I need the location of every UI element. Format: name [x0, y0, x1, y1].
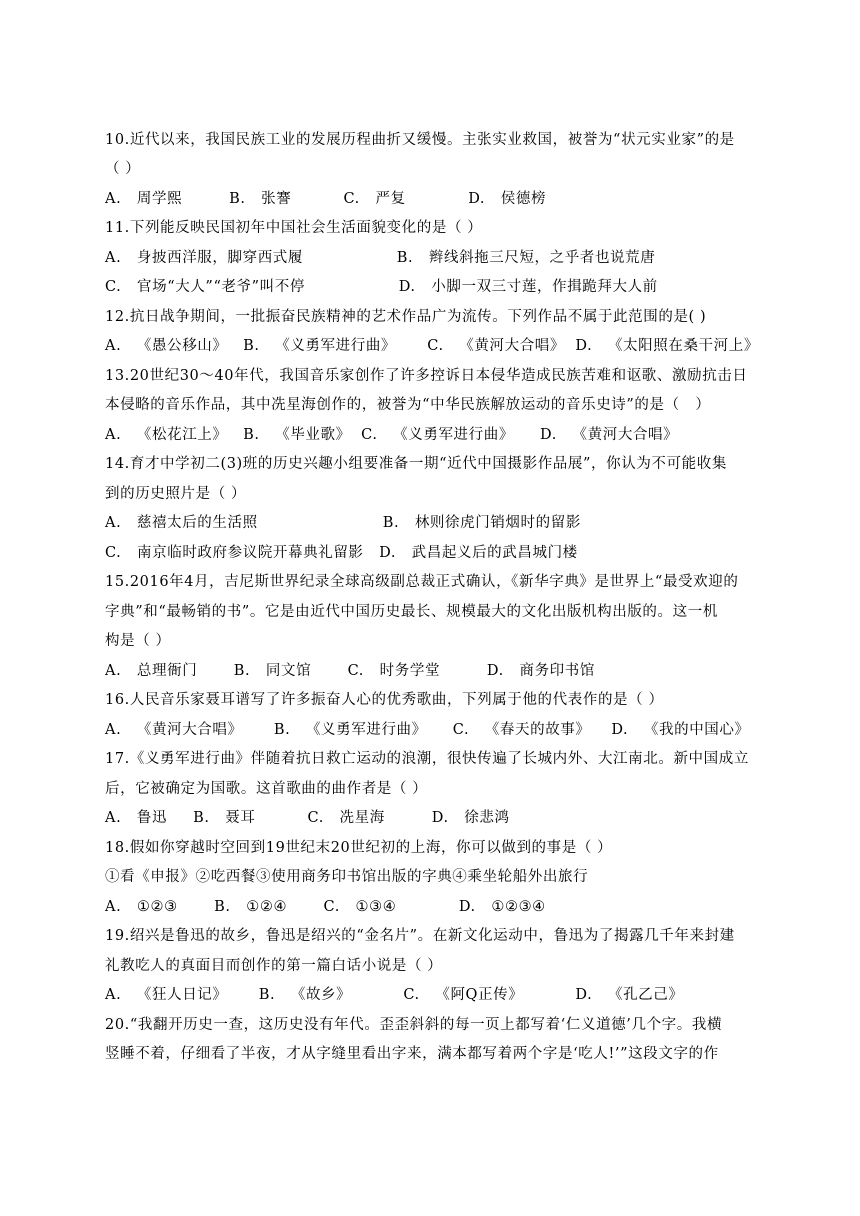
question-18-options: A. ①②③ B. ①②④ C. ①③④ D. ①②③④	[105, 899, 546, 915]
question-10-options: A. 周学熙 B. 张謇 C. 严复 D. 侯德榜	[105, 191, 547, 207]
question-11-options-cd: C. 官场“大人”“老爷”叫不停 D. 小脚一双三寸莲，作揖跪拜大人前	[105, 279, 658, 295]
question-18-items: ①看《申报》②吃西餐③使用商务印书馆出版的字典④乘坐轮船外出旅行	[105, 869, 589, 885]
question-12-options: A. 《愚公移山》 B. 《义勇军进行曲》 C. 《黄河大合唱》 D. 《太阳照在桑干河上》	[105, 338, 759, 354]
question-10-stem: 10.近代以来，我国民族工业的发展历程曲折又缓慢。主张实业救国，被誉为“状元实业家”的是	[105, 132, 735, 148]
question-15-stem-cont2: 构是（ ）	[105, 633, 171, 649]
question-16-stem: 16.人民音乐家聂耳谱写了许多振奋人心的优秀歌曲，下列属于他的代表作的是（ ）	[105, 692, 664, 708]
question-20-stem: 20.“我翻开历史一查，这历史没有年代。歪歪斜斜的每一页上都写着‘仁义道德’几个字。我横	[105, 1017, 723, 1033]
question-14-stem: 14.育才中学初二(3)班的历史兴趣小组要准备一期“近代中国摄影作品展”，你认为不可能收集	[105, 456, 727, 472]
question-14-stem-cont: 到的历史照片是（ ）	[105, 486, 247, 502]
question-11-options-ab: A. 身披西洋服，脚穿西式履 B. 辫线斜拖三尺短，之乎者也说荒唐	[105, 250, 656, 266]
question-19-stem: 19.绍兴是鲁迅的故乡，鲁迅是绍兴的“金名片”。在新文化运动中，鲁迅为了揭露几千年来封建	[105, 928, 735, 944]
question-17-stem: 17.《义勇军进行曲》伴随着抗日救亡运动的浪潮，很快传遍了长城内外、大江南北。新中国成立	[105, 751, 749, 767]
question-10-stem-cont: （ ）	[105, 161, 141, 177]
question-20-stem-cont: 竖睡不着，仔细看了半夜，才从字缝里看出字来，满本都写着两个字是‘吃人!’”这段文字的作	[105, 1046, 719, 1062]
question-17-options: A. 鲁迅 B. 聂耳 C. 冼星海 D. 徐悲鸿	[105, 810, 510, 826]
question-13-stem: 13.20世纪30～40年代，我国音乐家创作了许多控诉日本侵华造成民族苦难和讴歌、激励抗击日	[105, 368, 748, 384]
question-12-stem: 12.抗日战争期间，一批振奋民族精神的艺术作品广为流传。下列作品不属于此范围的是( )	[105, 309, 707, 325]
question-14-options-ab: A. 慈禧太后的生活照 B. 林则徐虎门销烟时的留影	[105, 515, 581, 531]
question-14-options-cd: C. 南京临时政府参议院开幕典礼留影 D. 武昌起义后的武昌城门楼	[105, 545, 578, 561]
question-19-stem-cont: 礼教吃人的真面目而创作的第一篇白话小说是（ ）	[105, 958, 443, 974]
question-13-stem-cont: 本侵略的音乐作品，其中冼星海创作的，被誉为“中华民族解放运动的音乐史诗”的是（ ）	[105, 397, 711, 413]
question-11-stem: 11.下列能反映民国初年中国社会生活面貌变化的是（ ）	[105, 220, 483, 236]
question-17-stem-cont: 后，它被确定为国歌。这首歌曲的曲作者是（ ）	[105, 781, 428, 797]
question-15-options: A. 总理衙门 B. 同文馆 C. 时务学堂 D. 商务印书馆	[105, 663, 595, 679]
question-19-options: A. 《狂人日记》 B. 《故乡》 C. 《阿Q正传》 D. 《孔乙己》	[105, 987, 684, 1003]
question-13-options: A. 《松花江上》 B. 《毕业歌》 C. 《义勇军进行曲》 D. 《黄河大合唱》	[105, 427, 679, 443]
question-15-stem: 15.2016年4月，吉尼斯世界纪录全球高级副总裁正式确认，《新华字典》是世界上“最受欢迎的	[105, 574, 739, 590]
question-18-stem: 18.假如你穿越时空回到19世纪末20世纪初的上海，你可以做到的事是（ ）	[105, 840, 613, 856]
question-15-stem-cont: 字典”和“最畅销的书”。它是由近代中国历史最长、规模最大的文化出版机构出版的。这一机	[105, 604, 718, 620]
question-16-options: A. 《黄河大合唱》 B. 《义勇军进行曲》 C. 《春天的故事》 D. 《我的中国心》	[105, 722, 750, 738]
